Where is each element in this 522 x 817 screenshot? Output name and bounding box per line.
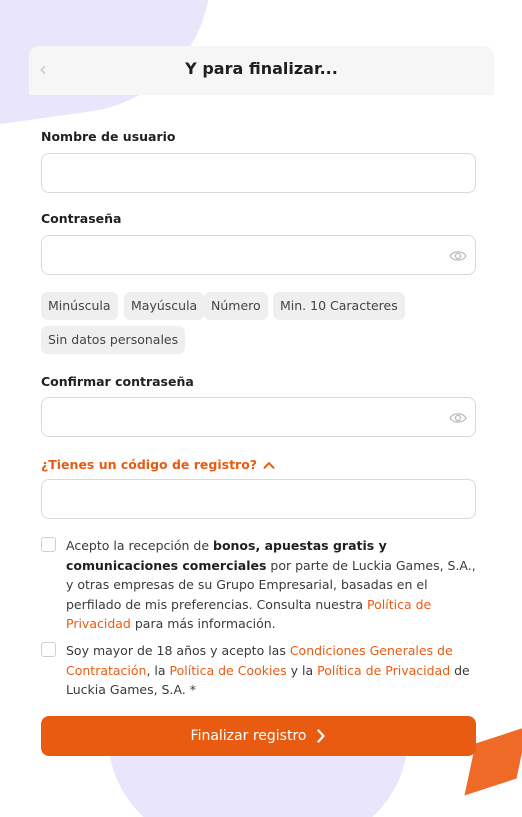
username-label: Nombre de usuario <box>41 129 176 144</box>
chevron-up-icon <box>263 461 275 469</box>
registration-code-field-box <box>41 479 476 519</box>
eye-icon[interactable] <box>449 249 467 263</box>
terms-consent-row <box>41 641 481 700</box>
password-label: Contraseña <box>41 211 122 226</box>
finish-registration-button[interactable] <box>41 716 476 756</box>
page-header <box>29 46 494 95</box>
confirm-password-field-box <box>41 397 476 437</box>
marketing-consent-row <box>41 536 481 634</box>
terms-consent-checkbox[interactable] <box>41 642 56 657</box>
cookies-policy-link[interactable]: Política de Cookies <box>169 662 287 678</box>
username-input[interactable] <box>42 154 475 192</box>
confirm-password-input[interactable] <box>42 398 475 436</box>
registration-code-toggle[interactable] <box>41 457 275 472</box>
password-field-box <box>41 235 476 275</box>
password-rule-chip: Mayúscula <box>124 292 204 320</box>
back-chevron-icon[interactable]: ‹ <box>39 57 47 81</box>
password-rule-chip: Número <box>204 292 268 320</box>
marketing-consent-text: Acepto la recepción de bonos, apuestas gratis y comunicaciones comerciales por parte de Luckia Games, S.A., y otras empresas de su Grupo Empresarial, basadas en el perfilado de mis preferencias. Consulta nuestra Política de Privacidad para más información. <box>66 538 476 631</box>
registration-code-toggle-label: ¿Tienes un código de registro? <box>41 457 258 472</box>
finish-registration-label: Finalizar registro <box>190 728 307 744</box>
general-conditions-link[interactable]: Condiciones Generales de Contratación <box>66 643 453 678</box>
password-rule-chip: Minúscula <box>41 292 118 320</box>
page-title: Y para finalizar... <box>185 59 338 78</box>
chevron-right-icon <box>316 729 326 743</box>
privacy-policy-link[interactable]: Política de Privacidad <box>317 662 451 678</box>
confirm-password-label: Confirmar contraseña <box>41 374 194 389</box>
registration-code-input[interactable] <box>42 480 475 518</box>
password-rule-chip: Min. 10 Caracteres <box>273 292 405 320</box>
username-field-box <box>41 153 476 193</box>
privacy-policy-link[interactable]: Política de Privacidad <box>66 596 432 631</box>
password-input[interactable] <box>42 236 475 274</box>
terms-consent-text: Soy mayor de 18 años y acepto las Condiciones Generales de Contratación, la Política de Cookies y la Política de Privacidad de Luckia Games, S.A. * <box>66 643 470 697</box>
eye-icon[interactable] <box>449 411 467 425</box>
marketing-consent-checkbox[interactable] <box>41 537 56 552</box>
password-rule-chip: Sin datos personales <box>41 326 185 354</box>
